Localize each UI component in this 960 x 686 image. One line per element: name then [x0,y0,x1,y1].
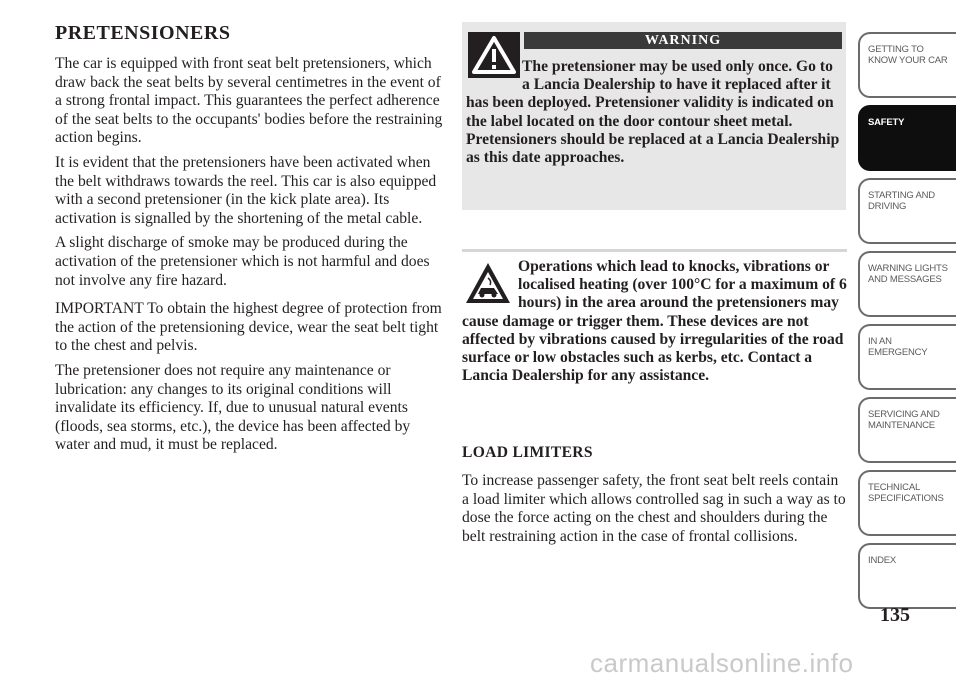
paragraph-activation: It is evident that the pretensioners have been activated when the belt withdraws towards the reel. This car is also equipped with a second pretensioner (in the kick plate area). Its activation is signalled by the shortening of the metal cable. [55,153,437,227]
tab-in-an-emergency[interactable]: IN AN EMERGENCY [858,324,956,390]
warning-text [466,58,842,167]
paragraph-important: IMPORTANT To obtain the highest degree of protection from the action of the pretensioning device, wear the seat belt tight to the chest and pelvis. [55,300,442,355]
divider [462,249,847,252]
section-title-pretensioners: PRETENSIONERS [55,22,231,44]
car-caution-triangle-icon [464,260,512,306]
paragraph-smoke: A slight discharge of smoke may be produced during the activation of the pretensioner which is not harmful and does not involve any fire hazard. [55,234,430,289]
chapter-tabs [858,0,960,686]
tab-getting-to-know-your-car[interactable]: GETTING TO KNOW YOUR CAR [858,32,956,98]
caution-note [462,258,847,385]
tab-safety[interactable]: SAFETY [858,105,956,171]
watermark: carmanualsonline.info [590,648,854,678]
tab-servicing-and-maintenance[interactable]: SERVICING AND MAINTENANCE [858,397,956,463]
warning-box [462,22,846,210]
warning-label: WARNING [524,32,842,49]
paragraph-intro: The car is equipped with front seat belt pretensioners, which draw back the seat belts by several centimetres in the event of a strong frontal impact. This guarantees the perfect adherence of the seat belts to the occupants' bodies before the restraining action begins. [55,55,443,147]
page-number: 135 [880,604,910,626]
warning-text-body: The pretensioner may be used only once. Go to a Lancia Dealership to have it replaced after it has been deployed. Pretensioner validity is indicated on the label located on the door contour sheet metal. Pretensioners should be replaced at a Lancia Dealership as this date approaches. [466,58,840,167]
paragraph-maintenance: The pretensioner does not require any maintenance or lubrication: any changes to its original conditions will invalidate its efficiency. If, due to unusual natural events (floods, sea storms, etc.), the device has been affected by water and mud, it must be replaced. [55,361,411,454]
tab-index[interactable]: INDEX [858,543,956,609]
left-column [55,22,445,461]
section-title-load-limiters: LOAD LIMITERS [462,444,593,461]
tab-starting-and-driving[interactable]: STARTING AND DRIVING [858,178,956,244]
caution-text: Operations which lead to knocks, vibrations or localised heating (over 100°C for a maximum of 6 hours) in the area around the pretensioners may cause damage or trigger them. These devices are not affected by vibrations caused by irregularities of the road surface or low obstacles such as kerbs, etc. Contact a Lancia Dealership for any assistance. [462,258,847,385]
right-column [462,22,847,545]
tab-technical-specifications[interactable]: TECHNICAL SPECIFICATIONS [858,470,956,536]
tab-warning-lights-and-messages[interactable]: WARNING LIGHTS AND MESSAGES [858,251,956,317]
paragraph-load-limiters: To increase passenger safety, the front seat belt reels contain a load limiter which allows controlled sag in such a way as to dose the force acting on the chest and shoulders during the belt restraining action in the case of frontal collisions. [462,472,846,545]
